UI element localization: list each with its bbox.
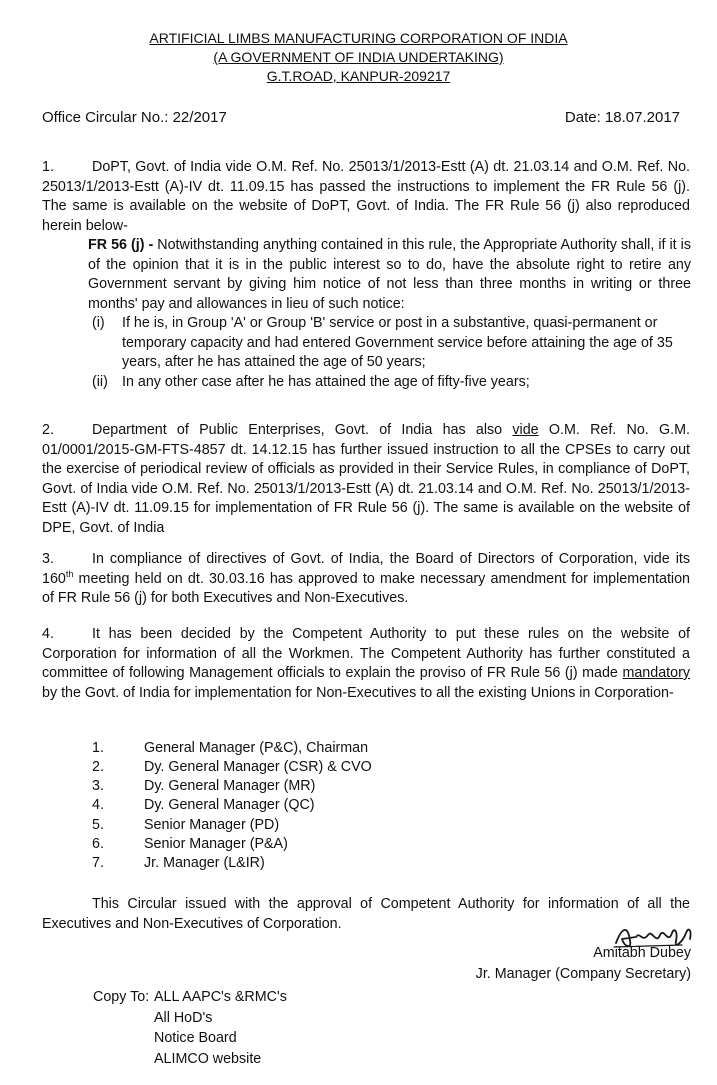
paragraph-number: 4. [42,626,54,642]
list-number: 1. [92,740,104,756]
paragraph-number: 3. [42,551,54,567]
list-number: 5. [92,817,104,833]
fr-rule-text: Notwithstanding anything contained in this rule, the Appropriate Authority shall, if it is of the opinion that it is in the public interest so to do, have the absolute right to retire any Government servant by giving him notice of not less than three months in writing or three months' pay and allowances in lieu of such notice: [88,237,691,312]
member-title: General Manager (P&C), Chairman [144,740,369,756]
signatory-name: Amitabh Dubey [593,945,691,961]
list-number: 3. [92,778,104,794]
copy-to-item: ALL AAPC's &RMC's [154,989,287,1005]
paragraph-4: 4. It has been decided by the Competent Authority to put these rules on the website of Corporation for information of all the Workmen. The Competent Authority has further constituted a committee of following Management officials to explain the proviso of FR Rule 56 (j) made mandatory by the Govt. of India for implementation for Non-Executives to all the existing Unions in Corporation- [42,626,690,701]
circular-number: Office Circular No.: 22/2017 [42,109,227,126]
copy-to-item: All HoD's [154,1010,213,1026]
member-title: Dy. General Manager (CSR) & CVO [144,759,372,775]
list-number: 2. [92,759,104,775]
paragraph-2: 2. Department of Public Enterprises, Govt. of India has also vide O.M. Ref. No. G.M. 01/0001/2015-GM-FTS-4857 dt. 14.12.15 has further issued instruction to all the CPSEs to carry out the exercise of periodical review of officials as provided in their Service Rules, in compliance of DoPT, Govt. of India vide O.M. Ref. No. 25013/1/2013-Estt (A) dt. 21.03.14 and O.M. Ref. No. 25013/1/2013-Estt (A)-IV dt. 11.09.15 for implementation of FR Rule 56 (j). The same is available on the website of DPE, Govt. of India [42,422,690,536]
paragraph-number: 1. [42,159,54,175]
fr-sub-clause-1 [92,314,690,374]
org-subtitle: (A GOVERNMENT OF INDIA UNDERTAKING) [213,49,504,65]
paragraph-number: 2. [42,422,54,438]
sub-clause-text: In any other case after he has attained the age of fifty-five years; [122,374,530,390]
list-number: 7. [92,855,104,871]
member-title: Dy. General Manager (MR) [144,778,316,794]
list-number: 6. [92,836,104,852]
sub-clause-number: (i) [92,315,105,331]
member-title: Senior Manager (PD) [144,817,280,833]
paragraph-text: DoPT, Govt. of India vide O.M. Ref. No. 25013/1/2013-Estt (A) dt. 21.03.14 and O.M. Ref. No. 25013/1/2013-Estt (A)-IV dt. 11.09.15 has passed the instructions to implement the FR Rule 56 (j). The same is available on the website of DoPT, Govt. of India. The FR Rule 56 (j) also reproduced herein below- [42,159,690,234]
copy-to-item: Notice Board [154,1030,237,1046]
member-title: Dy. General Manager (QC) [144,797,315,813]
closing-paragraph: This Circular issued with the approval of Competent Authority for information of all the Executives and Non-Executives of Corporation. [42,896,690,932]
member-title: Senior Manager (P&A) [144,836,288,852]
sub-clause-number: (ii) [92,374,108,390]
copy-to-label: Copy To: [93,989,150,1005]
org-address: G.T.ROAD, KANPUR-209217 [266,68,451,84]
paragraph-1 [42,158,690,236]
circular-date: Date: 18.07.2017 [564,109,680,126]
org-name: ARTIFICIAL LIMBS MANUFACTURING CORPORATION OF INDIA [149,30,568,46]
fr-rule-label: FR 56 (j) - [88,237,154,253]
member-title: Jr. Manager (L&IR) [144,855,265,871]
fr-rule-quote [88,236,691,314]
copy-to-item: ALIMCO website [154,1051,262,1067]
fr-sub-clause-2 [92,373,690,393]
paragraph-3: 3. In compliance of directives of Govt. of India, the Board of Directors of Corporation, vide its 160th meeting held on dt. 30.03.16 has approved to make necessary amendment for implementation of FR Rule 56 (j) for both Executives and Non-Executives. [42,551,690,606]
signatory-designation: Jr. Manager (Company Secretary) [475,966,691,982]
sub-clause-text: If he is, in Group 'A' or Group 'B' service or post in a substantive, quasi-permanent or temporary capacity and had entered Government service before attaining the age of 35 years, after he has attained the age of 50 years; [122,315,673,370]
list-number: 4. [92,797,104,813]
